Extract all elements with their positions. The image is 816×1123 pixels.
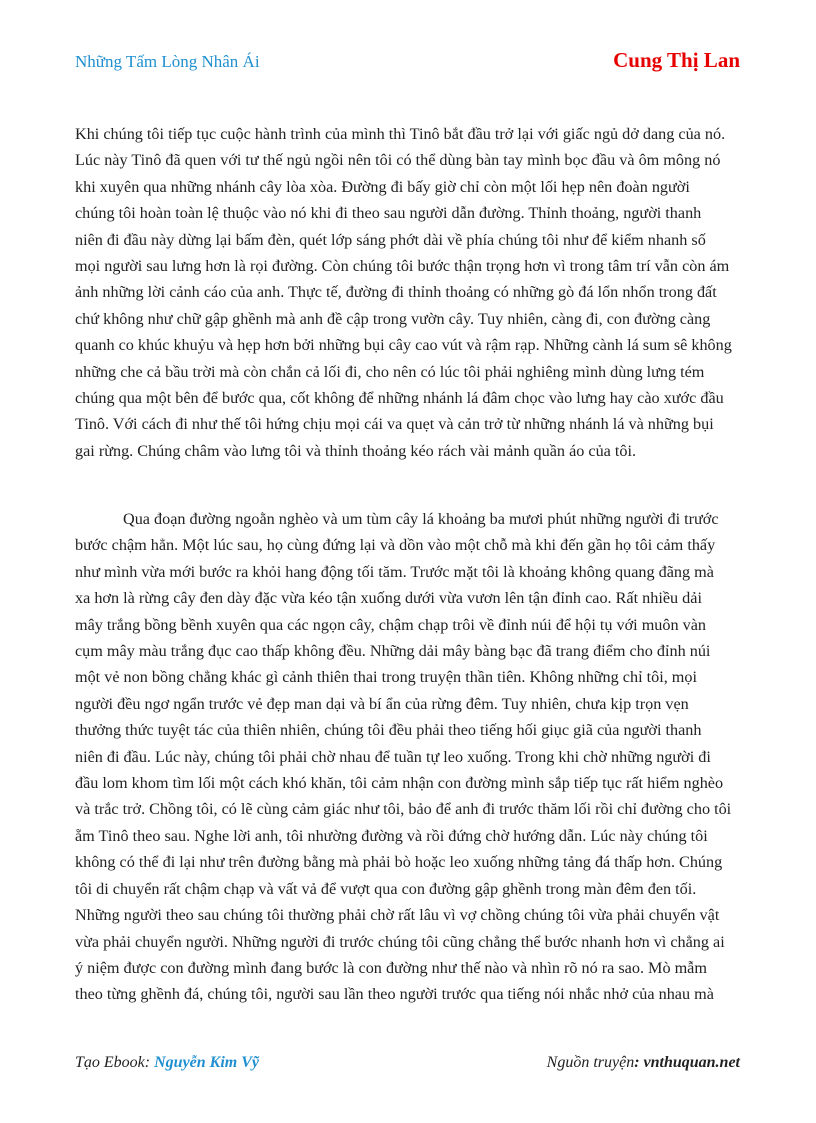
paragraph-1: [75, 121, 745, 464]
text-line: niên đi đầu này dừng lại bấm đèn, quét lớp sáng phớt dài về phía chúng tôi như để kiểm nhanh số: [75, 230, 706, 249]
text-line: chúng qua một bên để bước qua, cốt không để những nhánh lá đâm chọc vào lưng hay cào xước đầu: [75, 389, 724, 408]
text-line: người đều ngơ ngẩn trước vẻ đẹp man dại và bí ẩn của rừng đêm. Tuy nhiên, chưa kịp trọn vẹn: [75, 694, 689, 713]
text-line: vừa phải chuyển người. Những người đi trước chúng tôi cũng chẳng thể bước nhanh hơn vì chẳng ai: [75, 932, 725, 951]
text-line: chứ không như chữ gập ghềnh mà anh đề cập trong vườn cây. Tuy nhiên, càng đi, con đường càng: [75, 309, 711, 328]
text-line: những che cả bầu trời mà còn chắn cả lối đi, cho nên có lúc tôi phải nghiêng mình dùng lưng tém: [75, 362, 705, 381]
text-line: không có thể đi lại như trên đường bằng mà phải bò hoặc leo xuống những tảng đá thấp hơn. Chúng: [75, 853, 723, 872]
book-title: Những Tấm Lòng Nhân Ái: [75, 52, 260, 71]
ebook-separator: :: [144, 1054, 155, 1071]
source-label: Nguồn truyện: [546, 1054, 635, 1071]
text-line-indented: Qua đoạn đường ngoằn nghèo và um tùm cây lá khoảng ba mươi phút những người đi trước: [123, 510, 719, 528]
text-line: niên đi đầu. Lúc này, chúng tôi phải chờ nhau để tuần tự leo xuống. Trong khi chờ những người đi: [75, 747, 711, 766]
source-site-name: vnthuquan.net: [643, 1054, 740, 1071]
text-line: khi xuyên qua những nhánh cây lòa xòa. Đường đi bấy giờ chỉ còn một lối hẹp nên đoàn người: [75, 177, 690, 196]
ebook-credit: [75, 1054, 259, 1072]
text-line: gai rừng. Chúng châm vào lưng tôi và thỉnh thoảng kéo rách vài mảnh quần áo của tôi.: [75, 441, 637, 460]
author-name: Cung Thị Lan: [613, 48, 740, 72]
source-separator: :: [634, 1054, 644, 1071]
text-line: Lúc này Tinô đã quen với tư thế ngủ ngồi nên tôi có thể dùng bàn tay mình bọc đầu và ôm mông nó: [75, 151, 721, 170]
text-line: một vẻ non bồng chẳng khác gì cảnh thiên thai trong truyện thần tiên. Không những chỉ tôi, mọi: [75, 668, 697, 687]
text-line: quanh co khúc khuỷu và hẹp hơn bởi những bụi cây cao vút và rậm rạp. Những cành lá sum sê không: [75, 336, 732, 355]
text-line: mây trắng bồng bềnh xuyên qua các ngọn cây, chậm chạp trôi về đỉnh núi để hội tụ với muôn vàn: [75, 615, 707, 634]
text-line: và trắc trở. Chồng tôi, có lẽ cùng cảm giác như tôi, bảo để anh đi trước thăm lối rồi chỉ đường cho tôi: [75, 800, 732, 819]
text-line: mọi người sau lưng hơn là rọi đường. Còn chúng tôi bước thận trọng hơn vì trong tâm trí vẫn còn ám: [75, 257, 730, 276]
text-line: Tinô. Với cách đi như thế tôi hứng chịu mọi cái va quẹt và cản trở từ những nhánh lá và những bụi: [75, 415, 714, 434]
ebook-creator-name: Nguyễn Kim Vỹ: [154, 1054, 259, 1071]
text-line: ảnh những lời cảnh cáo của anh. Thực tế, đường đi thỉnh thoảng có những gò đá lổn nhổn trong đất: [75, 283, 717, 302]
text-line: ý niệm được con đường mình đang bước là con đường như thế nào và nhìn rõ nó ra sao. Mò mẫm: [75, 958, 707, 977]
text-line: thưởng thức tuyệt tác của thiên nhiên, chúng tôi đều phải theo tiếng hối giục giã của người thanh: [75, 721, 702, 740]
text-line: theo từng ghềnh đá, chúng tôi, người sau lần theo người trước qua tiếng nói nhắc nhở của nhau mà: [75, 985, 714, 1004]
text-line: cụm mây màu trắng đục cao thấp không đều. Những dải mây bàng bạc đã trang điểm cho đỉnh núi: [75, 642, 711, 661]
text-line: ẵm Tinô theo sau. Nghe lời anh, tôi nhường đường và rồi đứng chờ hướng dẫn. Lúc này chúng tôi: [75, 826, 708, 845]
text-line: như mình vừa mới bước ra khỏi hang động tối tăm. Trước mặt tôi là khoảng không quang đãng mà: [75, 562, 714, 581]
text-line: tôi di chuyển rất chậm chạp và vất vả để vượt qua con đường gập ghềnh trong màn đêm đen tối.: [75, 879, 697, 898]
ebook-label: Tạo Ebook: [75, 1054, 145, 1071]
source-credit: [547, 1054, 740, 1072]
text-line: Những người theo sau chúng tôi thường phải chờ rất lâu vì vợ chồng chúng tôi vừa phải chuyển vật: [75, 906, 720, 925]
paragraph-2: [75, 506, 745, 1008]
text-line: chúng tôi hoàn toàn lệ thuộc vào nó khi đi theo sau người dẫn đường. Thỉnh thoảng, người thanh: [75, 204, 702, 223]
text-line: xa hơn là rừng cây đen dày đặc vừa kéo tận xuống dưới vừa vươn lên tận đỉnh cao. Rất nhiều dải: [75, 589, 702, 608]
text-line: Khi chúng tôi tiếp tục cuộc hành trình của mình thì Tinô bắt đầu trở lại với giấc ngủ dở dang của nó.: [75, 125, 726, 143]
text-line: đầu lom khom tìm lối một cách khó khăn, tôi cảm nhận con đường mình sắp tiếp tục rất hiểm nghèo: [75, 774, 724, 793]
text-line: bước chậm hẳn. Một lúc sau, họ cùng đứng lại và dồn vào một chỗ mà khi đến gần họ tôi cảm thấy: [75, 536, 716, 555]
